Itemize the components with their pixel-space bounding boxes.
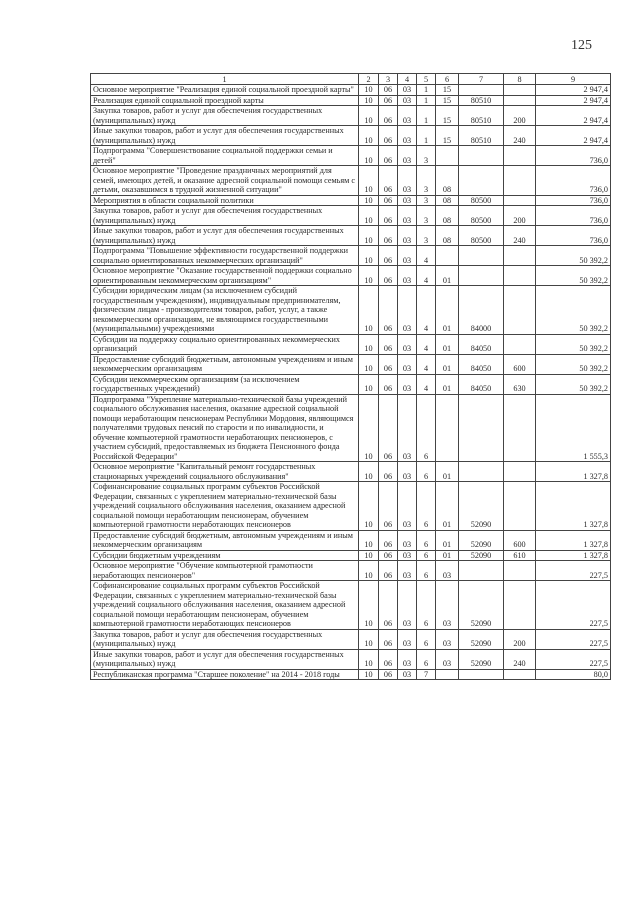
code-section: 10: [359, 246, 379, 266]
table-row: [91, 146, 611, 166]
row-name: Подпрограмма "Повышение эффективности государственной поддержки социально ориентированных некоммерческих организаций": [91, 246, 359, 266]
code-expense-type: [504, 195, 536, 206]
code-expense-type: [504, 166, 536, 196]
code-subsection: 06: [379, 374, 398, 394]
code-section: 10: [359, 106, 379, 126]
page-number: 125: [571, 38, 592, 53]
table-row: [91, 166, 611, 196]
row-amount: 1 327,8: [536, 482, 611, 531]
code-program: 03: [398, 649, 417, 669]
code-section: 10: [359, 146, 379, 166]
code-program: 03: [398, 629, 417, 649]
table-row: [91, 106, 611, 126]
column-header: 2: [359, 74, 379, 85]
code-measure: 01: [436, 374, 459, 394]
code-program: 03: [398, 550, 417, 561]
table-row: [91, 649, 611, 669]
code-expense-type: 240: [504, 649, 536, 669]
code-section: 10: [359, 95, 379, 106]
row-name: Основное мероприятие "Обучение компьютерной грамотности неработающих пенсионеров": [91, 561, 359, 581]
code-subprogram: 1: [417, 95, 436, 106]
code-subsection: 06: [379, 550, 398, 561]
table-row: [91, 669, 611, 680]
code-program: 03: [398, 126, 417, 146]
code-subprogram: 1: [417, 106, 436, 126]
code-subprogram: 6: [417, 649, 436, 669]
table-row: [91, 85, 611, 96]
row-amount: 50 392,2: [536, 374, 611, 394]
code-program: 03: [398, 206, 417, 226]
code-expense-type: 600: [504, 530, 536, 550]
column-header: 6: [436, 74, 459, 85]
code-direction: 80510: [459, 126, 504, 146]
code-subprogram: 6: [417, 550, 436, 561]
code-direction: 84050: [459, 374, 504, 394]
code-subsection: 06: [379, 629, 398, 649]
code-subsection: 06: [379, 206, 398, 226]
code-direction: [459, 669, 504, 680]
budget-table: [90, 73, 611, 680]
code-measure: [436, 146, 459, 166]
row-amount: 227,5: [536, 649, 611, 669]
row-name: Закупка товаров, работ и услуг для обеспечения государственных (муниципальных) нужд: [91, 629, 359, 649]
code-expense-type: [504, 561, 536, 581]
code-program: 03: [398, 581, 417, 630]
code-measure: 15: [436, 95, 459, 106]
code-program: 03: [398, 462, 417, 482]
code-subsection: 06: [379, 462, 398, 482]
code-direction: 84050: [459, 334, 504, 354]
row-name: Закупка товаров, работ и услуг для обеспечения государственных (муниципальных) нужд: [91, 206, 359, 226]
code-section: 10: [359, 649, 379, 669]
row-amount: 227,5: [536, 629, 611, 649]
code-program: 03: [398, 95, 417, 106]
row-name: Мероприятия в области социальной политики: [91, 195, 359, 206]
code-subprogram: 4: [417, 374, 436, 394]
table-row: [91, 482, 611, 531]
table-row: [91, 374, 611, 394]
table-row: [91, 266, 611, 286]
code-measure: 01: [436, 530, 459, 550]
code-section: 10: [359, 629, 379, 649]
code-section: 10: [359, 85, 379, 96]
code-measure: 03: [436, 649, 459, 669]
row-amount: 736,0: [536, 166, 611, 196]
code-subprogram: 3: [417, 146, 436, 166]
code-subsection: 06: [379, 226, 398, 246]
code-expense-type: [504, 246, 536, 266]
code-direction: 80510: [459, 106, 504, 126]
code-section: 10: [359, 581, 379, 630]
code-subprogram: 6: [417, 629, 436, 649]
row-name: Иные закупки товаров, работ и услуг для обеспечения государственных (муниципальных) нужд: [91, 126, 359, 146]
code-expense-type: [504, 266, 536, 286]
code-subprogram: 7: [417, 669, 436, 680]
code-subsection: 06: [379, 95, 398, 106]
code-program: 03: [398, 146, 417, 166]
code-subprogram: 6: [417, 394, 436, 462]
code-measure: 01: [436, 334, 459, 354]
code-section: 10: [359, 550, 379, 561]
row-amount: 736,0: [536, 195, 611, 206]
code-program: 03: [398, 226, 417, 246]
code-subsection: 06: [379, 649, 398, 669]
code-expense-type: [504, 581, 536, 630]
code-program: 03: [398, 106, 417, 126]
code-program: 03: [398, 286, 417, 335]
code-section: 10: [359, 286, 379, 335]
code-subsection: 06: [379, 354, 398, 374]
code-subprogram: 4: [417, 286, 436, 335]
code-measure: 15: [436, 85, 459, 96]
code-subprogram: 6: [417, 462, 436, 482]
code-direction: [459, 246, 504, 266]
code-section: 10: [359, 266, 379, 286]
code-section: 10: [359, 530, 379, 550]
code-direction: 80500: [459, 206, 504, 226]
table-row: [91, 126, 611, 146]
code-subsection: 06: [379, 581, 398, 630]
row-amount: 50 392,2: [536, 266, 611, 286]
code-subprogram: 1: [417, 126, 436, 146]
code-expense-type: 610: [504, 550, 536, 561]
code-subsection: 06: [379, 166, 398, 196]
code-program: 03: [398, 266, 417, 286]
code-subsection: 06: [379, 286, 398, 335]
table-row: [91, 334, 611, 354]
code-measure: [436, 394, 459, 462]
row-amount: 736,0: [536, 226, 611, 246]
code-section: 10: [359, 206, 379, 226]
code-section: 10: [359, 669, 379, 680]
code-subsection: 06: [379, 146, 398, 166]
code-expense-type: [504, 334, 536, 354]
code-program: 03: [398, 85, 417, 96]
code-expense-type: [504, 394, 536, 462]
code-expense-type: 240: [504, 226, 536, 246]
row-name: Республиканская программа "Старшее поколение" на 2014 - 2018 годы: [91, 669, 359, 680]
code-subsection: 06: [379, 530, 398, 550]
row-name: Софинансирование социальных программ субъектов Российской Федерации, связанных с укреплением материально-технической базы учреждений социального обслуживания населения, оказанием адресной социальной помощи неработающим пенсионерам, обучением компьютерной грамотности неработающих пенсионеров: [91, 482, 359, 531]
column-header: 1: [91, 74, 359, 85]
row-amount: 2 947,4: [536, 106, 611, 126]
code-section: 10: [359, 166, 379, 196]
column-header: 7: [459, 74, 504, 85]
code-direction: [459, 561, 504, 581]
row-amount: 50 392,2: [536, 246, 611, 266]
row-name: Закупка товаров, работ и услуг для обеспечения государственных (муниципальных) нужд: [91, 106, 359, 126]
code-expense-type: 200: [504, 629, 536, 649]
code-section: 10: [359, 195, 379, 206]
code-program: 03: [398, 530, 417, 550]
code-measure: [436, 669, 459, 680]
table-row: [91, 462, 611, 482]
row-name: Субсидии некоммерческим организациям (за исключением государственных учреждений): [91, 374, 359, 394]
code-subsection: 06: [379, 195, 398, 206]
code-expense-type: 600: [504, 354, 536, 374]
code-expense-type: 200: [504, 106, 536, 126]
code-direction: 84000: [459, 286, 504, 335]
code-subsection: 06: [379, 85, 398, 96]
code-subprogram: 6: [417, 530, 436, 550]
row-name: Иные закупки товаров, работ и услуг для обеспечения государственных (муниципальных) нужд: [91, 649, 359, 669]
row-amount: 2 947,4: [536, 95, 611, 106]
code-subprogram: 3: [417, 166, 436, 196]
code-program: 03: [398, 195, 417, 206]
code-section: 10: [359, 354, 379, 374]
code-subsection: 06: [379, 126, 398, 146]
code-subsection: 06: [379, 482, 398, 531]
code-expense-type: [504, 95, 536, 106]
code-measure: 03: [436, 581, 459, 630]
table-row: [91, 354, 611, 374]
code-subsection: 06: [379, 266, 398, 286]
code-direction: 84050: [459, 354, 504, 374]
row-name: Софинансирование социальных программ субъектов Российской Федерации, связанных с укреплением материально-технической базы учреждений социального обслуживания населения, оказанием адресной социальной помощи неработающим пенсионерам, обучением компьютерной грамотности неработающих пенсионеров: [91, 581, 359, 630]
code-direction: 80500: [459, 195, 504, 206]
code-program: 03: [398, 394, 417, 462]
code-measure: 08: [436, 206, 459, 226]
code-expense-type: [504, 85, 536, 96]
code-measure: 15: [436, 126, 459, 146]
column-header: 4: [398, 74, 417, 85]
code-subsection: 06: [379, 394, 398, 462]
row-name: Предоставление субсидий бюджетным, автономным учреждениям и иным некоммерческим организациям: [91, 530, 359, 550]
row-name: Основное мероприятие "Проведение праздничных мероприятий для семей, имеющих детей, и оказание адресной социальной помощи семьям с детьми, оказавшимся в трудной жизненной ситуации": [91, 166, 359, 196]
table-row: [91, 550, 611, 561]
code-subprogram: 6: [417, 482, 436, 531]
code-section: 10: [359, 226, 379, 246]
code-program: 03: [398, 166, 417, 196]
code-direction: 52090: [459, 581, 504, 630]
code-program: 03: [398, 246, 417, 266]
table-row: [91, 95, 611, 106]
table-row: [91, 226, 611, 246]
code-measure: 01: [436, 462, 459, 482]
row-amount: 1 327,8: [536, 530, 611, 550]
code-expense-type: [504, 482, 536, 531]
table-row: [91, 286, 611, 335]
row-amount: 227,5: [536, 581, 611, 630]
code-measure: 08: [436, 226, 459, 246]
code-expense-type: [504, 146, 536, 166]
code-measure: [436, 246, 459, 266]
code-subprogram: 1: [417, 85, 436, 96]
row-name: Подпрограмма "Укрепление материально-технической базы учреждений социального обслуживания населения, оказание адресной социальной помощи неработающим пенсионерам Республики Мордовия, являющимся получателями трудовых пенсий по старости и по инвалидности, и обучение компьютерной грамотности неработающих пенсионеров, с участием субсидий, предоставляемых из бюджета Пенсионного фонда Российской Федерации": [91, 394, 359, 462]
code-expense-type: [504, 286, 536, 335]
table-row: [91, 629, 611, 649]
row-name: Основное мероприятие "Реализация единой социальной проездной карты": [91, 85, 359, 96]
code-section: 10: [359, 374, 379, 394]
code-section: 10: [359, 334, 379, 354]
table-row: [91, 581, 611, 630]
code-subprogram: 3: [417, 195, 436, 206]
code-section: 10: [359, 482, 379, 531]
row-amount: 2 947,4: [536, 126, 611, 146]
code-direction: 80500: [459, 226, 504, 246]
code-section: 10: [359, 561, 379, 581]
code-subprogram: 4: [417, 266, 436, 286]
code-subsection: 06: [379, 334, 398, 354]
code-direction: [459, 394, 504, 462]
code-program: 03: [398, 354, 417, 374]
code-program: 03: [398, 334, 417, 354]
row-name: Основное мероприятие "Капитальный ремонт государственных стационарных учреждений социального обслуживания": [91, 462, 359, 482]
code-expense-type: 200: [504, 206, 536, 226]
code-measure: 01: [436, 286, 459, 335]
code-subprogram: 6: [417, 561, 436, 581]
code-measure: 01: [436, 550, 459, 561]
table-row: [91, 195, 611, 206]
code-direction: [459, 266, 504, 286]
row-amount: 1 555,3: [536, 394, 611, 462]
column-header: 9: [536, 74, 611, 85]
code-subprogram: 4: [417, 246, 436, 266]
table-row: [91, 206, 611, 226]
code-program: 03: [398, 374, 417, 394]
code-measure: 01: [436, 266, 459, 286]
row-amount: 1 327,8: [536, 462, 611, 482]
code-direction: 52090: [459, 649, 504, 669]
code-direction: [459, 85, 504, 96]
code-section: 10: [359, 394, 379, 462]
code-program: 03: [398, 482, 417, 531]
code-direction: [459, 462, 504, 482]
row-amount: 736,0: [536, 206, 611, 226]
code-measure: 01: [436, 354, 459, 374]
code-measure: 15: [436, 106, 459, 126]
table-row: [91, 246, 611, 266]
table-row: [91, 530, 611, 550]
code-direction: 52090: [459, 550, 504, 561]
code-measure: 03: [436, 629, 459, 649]
column-header: 8: [504, 74, 536, 85]
code-measure: 03: [436, 561, 459, 581]
code-direction: 52090: [459, 482, 504, 531]
code-direction: 52090: [459, 530, 504, 550]
code-direction: [459, 146, 504, 166]
row-amount: 1 327,8: [536, 550, 611, 561]
code-subsection: 06: [379, 669, 398, 680]
code-subprogram: 4: [417, 354, 436, 374]
header-row: [91, 74, 611, 85]
row-name: Субсидии бюджетным учреждениям: [91, 550, 359, 561]
code-measure: 08: [436, 195, 459, 206]
row-name: Предоставление субсидий бюджетным, автономным учреждениям и иным некоммерческим организациям: [91, 354, 359, 374]
code-expense-type: [504, 669, 536, 680]
row-amount: 736,0: [536, 146, 611, 166]
row-amount: 50 392,2: [536, 334, 611, 354]
code-expense-type: [504, 462, 536, 482]
row-amount: 50 392,2: [536, 286, 611, 335]
code-subprogram: 3: [417, 226, 436, 246]
code-subprogram: 6: [417, 581, 436, 630]
code-program: 03: [398, 561, 417, 581]
row-amount: 2 947,4: [536, 85, 611, 96]
row-name: Реализация единой социальной проездной карты: [91, 95, 359, 106]
row-name: Субсидии юридическим лицам (за исключением субсидий государственным учреждениям), индивидуальным предпринимателям, физическим лицам - производителям товаров, работ, услуг, а также некоммерческим организациям, не являющимся государственными (муниципальными) учреждениями: [91, 286, 359, 335]
column-header: 5: [417, 74, 436, 85]
row-amount: 80,0: [536, 669, 611, 680]
table-body: [91, 85, 611, 680]
code-measure: 01: [436, 482, 459, 531]
code-subsection: 06: [379, 106, 398, 126]
code-expense-type: 240: [504, 126, 536, 146]
row-amount: 227,5: [536, 561, 611, 581]
column-header: 3: [379, 74, 398, 85]
code-section: 10: [359, 462, 379, 482]
code-section: 10: [359, 126, 379, 146]
code-direction: 80510: [459, 95, 504, 106]
row-name: Иные закупки товаров, работ и услуг для обеспечения государственных (муниципальных) нужд: [91, 226, 359, 246]
code-subsection: 06: [379, 561, 398, 581]
code-direction: [459, 166, 504, 196]
code-subprogram: 4: [417, 334, 436, 354]
code-direction: 52090: [459, 629, 504, 649]
row-amount: 50 392,2: [536, 354, 611, 374]
row-name: Подпрограмма "Совершенствование социальной поддержки семьи и детей": [91, 146, 359, 166]
code-measure: 08: [436, 166, 459, 196]
row-name: Субсидии на поддержку социально ориентированных некоммерческих организаций: [91, 334, 359, 354]
table-row: [91, 394, 611, 462]
code-expense-type: 630: [504, 374, 536, 394]
code-subsection: 06: [379, 246, 398, 266]
code-program: 03: [398, 669, 417, 680]
table-row: [91, 561, 611, 581]
code-subprogram: 3: [417, 206, 436, 226]
row-name: Основное мероприятие "Оказание государственной поддержки социально ориентированным некоммерческим организациям": [91, 266, 359, 286]
